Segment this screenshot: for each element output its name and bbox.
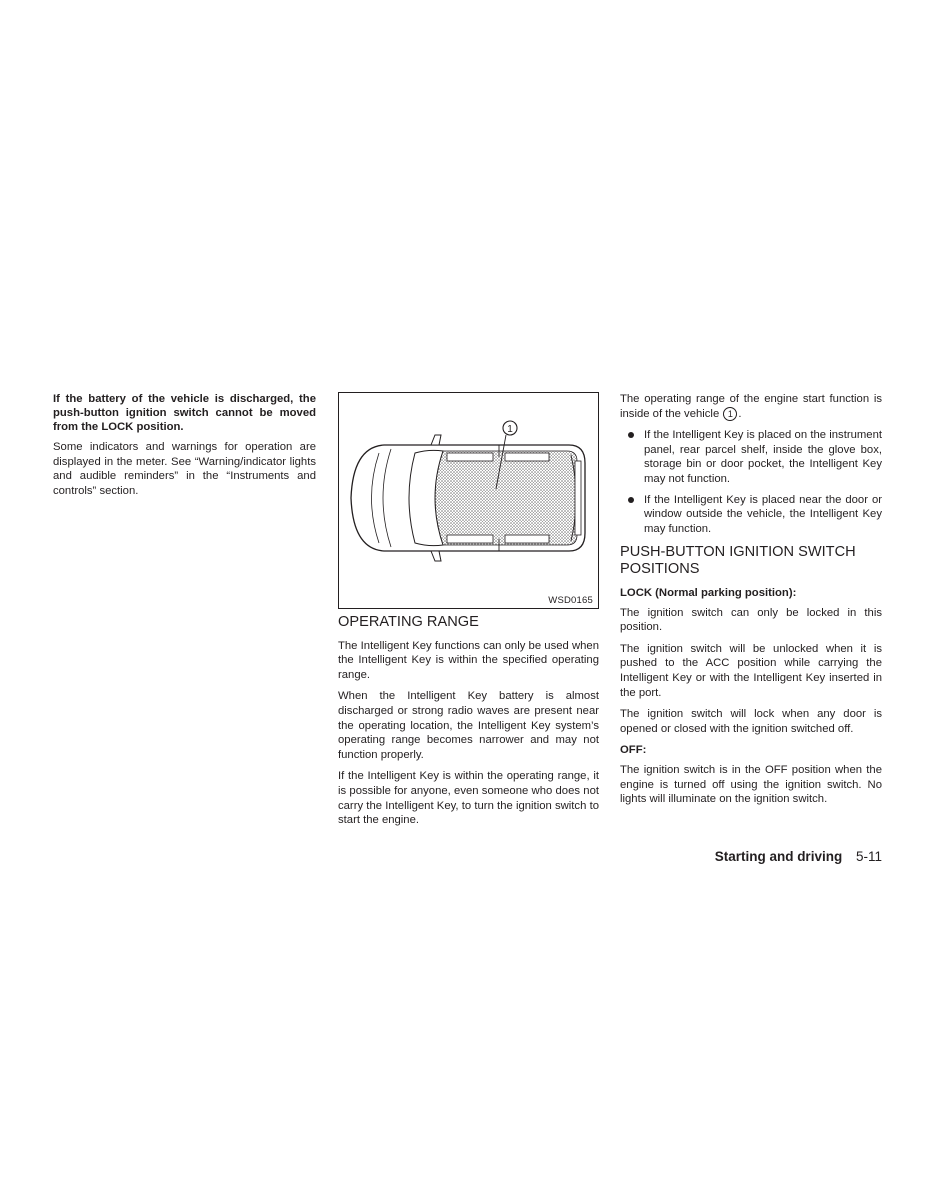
right-column	[620, 392, 882, 814]
battery-warning: If the battery of the vehicle is discharged, the push-button ignition switch cannot be moved from the LOCK position.	[53, 393, 316, 433]
off-subheading: OFF:	[620, 744, 647, 757]
lock-para-2: The ignition switch will be unlocked when it is pushed to the ACC position while carrying the Intelligent Key or with the Intelligent Key inserted in the port.	[620, 642, 882, 699]
callout-1-inline: 1	[723, 407, 737, 421]
callout-1-label: 1	[507, 424, 513, 435]
range-bullet-list	[620, 428, 882, 536]
bullet-icon	[628, 432, 634, 438]
ignition-positions-heading: PUSH-BUTTON IGNITION SWITCH POSITIONS	[620, 544, 856, 577]
bullet-text: If the Intelligent Key is placed on the instrument panel, rear parcel shelf, inside the glove box, storage bin or door pocket, the Intelligent Key may not function.	[644, 429, 882, 485]
lock-para-3: The ignition switch will lock when any door is opened or closed with the ignition switched off.	[620, 708, 882, 735]
list-item	[620, 428, 882, 486]
page-footer	[715, 849, 882, 864]
indicators-paragraph: Some indicators and warnings for operation are displayed in the meter. See “Warning/indicator lights and audible reminders” in the “Instruments and controls” section.	[53, 441, 316, 497]
operating-range-para-2: When the Intelligent Key battery is almost discharged or strong radio waves are present near the operating location, the Intelligent Key system’s operating range becomes narrower and may not function properly.	[338, 690, 599, 761]
operating-range-para-1: The Intelligent Key functions can only be used when the Intelligent Key is within the specified operating range.	[338, 639, 599, 681]
interior-range-area	[435, 451, 577, 545]
lock-subheading: LOCK (Normal parking position):	[620, 586, 797, 599]
lock-para-1: The ignition switch can only be locked in this position.	[620, 606, 882, 634]
operating-range-heading: OPERATING RANGE	[338, 614, 479, 630]
operating-range-figure	[338, 392, 599, 609]
bullet-icon	[628, 497, 634, 503]
page-number: 5-11	[855, 849, 882, 864]
list-item	[620, 493, 882, 537]
car-top-view-illustration	[339, 393, 600, 610]
bullet-text: If the Intelligent Key is placed near the door or window outside the vehicle, the Intelligent Key may function.	[644, 493, 882, 535]
mirror-left	[431, 435, 441, 445]
figure-code: WSD0165	[548, 595, 593, 606]
operating-range-para-3: If the Intelligent Key is within the operating range, it is possible for anyone, even someone who does not carry the Intelligent Key, to turn the ignition switch to start the engine.	[338, 770, 599, 827]
left-column	[53, 392, 316, 505]
footer-section-title: Starting and driving	[714, 849, 843, 864]
middle-column	[338, 392, 599, 835]
mirror-right	[431, 551, 441, 561]
range-intro-end: .	[738, 407, 742, 420]
range-intro-text: The operating range of the engine start function is inside of the vehicle	[620, 393, 882, 420]
off-para: The ignition switch is in the OFF position when the engine is turned off using the ignition switch. No lights will illuminate on the ignition switch.	[620, 764, 882, 806]
range-intro	[620, 392, 882, 421]
